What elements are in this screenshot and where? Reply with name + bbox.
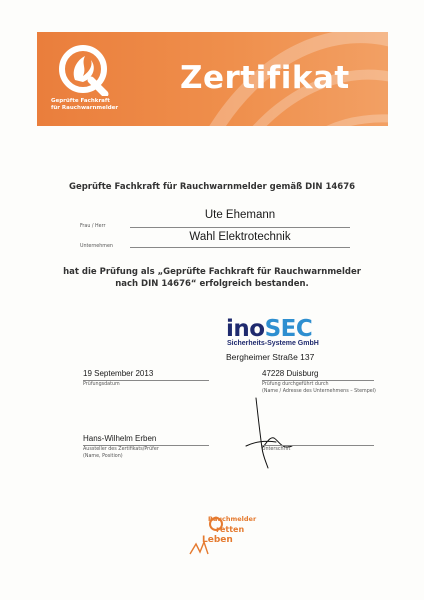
conducted-sublabel: (Name / Adresse des Unternehmens – Stempel) (262, 389, 376, 394)
stamp-city: 47228 Duisburg (262, 369, 319, 378)
conducted-underline (262, 380, 374, 381)
name-underline (130, 227, 350, 228)
exam-date: 19 September 2013 (83, 369, 154, 378)
company-name: Wahl Elektrotechnik (189, 231, 291, 243)
logo-caption (51, 98, 151, 111)
date-underline (83, 380, 209, 381)
issuer-label-1: Aussteller des Zertifikats/Prüfer (83, 447, 159, 452)
company-label: Unternehmen (80, 244, 113, 249)
signature-label: Unterschrift (262, 447, 291, 452)
name-label: Frau / Herr (80, 224, 106, 229)
inosec-wordmark-sec: SEC (264, 316, 313, 342)
footer-slogan-line1: Rauchmelder (208, 515, 257, 523)
issuer-label-2: (Name, Position) (83, 454, 123, 459)
logo-caption-line1: Geprüfte Fachkraft (51, 98, 110, 104)
page-title: Zertifikat (180, 60, 350, 96)
statement-line-1: hat die Prüfung als „Geprüfte Fachkraft für Rauchwarnmelder (63, 267, 361, 277)
certificate-statement (0, 266, 424, 290)
inosec-wordmark-ino: ino (226, 316, 265, 342)
signature-underline (262, 445, 374, 446)
inosec-logo (226, 317, 336, 357)
inosec-subline: Sicherheits-Systeme GmbH (227, 340, 319, 347)
issuer-underline (83, 445, 209, 446)
certificate-heading: Geprüfte Fachkraft für Rauchwarnmelder gemäß DIN 14676 (68, 182, 356, 192)
handwritten-signature (236, 396, 300, 476)
logo-caption-line2: für Rauchwarnmelder (51, 104, 119, 111)
recipient-name: Ute Ehemann (204, 209, 276, 221)
footer-slogan-line2: retten (216, 525, 245, 534)
stamp-street: Bergheimer Straße 137 (226, 352, 315, 362)
conducted-label: Prüfung durchgeführt durch (262, 382, 329, 387)
company-underline (130, 247, 350, 248)
fachkraft-q-logo-icon (53, 42, 115, 96)
statement-line-2: nach DIN 14676“ erfolgreich bestanden. (115, 279, 309, 289)
header-banner (37, 32, 388, 126)
footer-slogan-line3: Leben (202, 535, 233, 545)
exam-date-label: Prüfungsdatum (83, 382, 120, 387)
issuer-name: Hans-Wilhelm Erben (83, 434, 157, 443)
inosec-wordmark (226, 317, 312, 341)
